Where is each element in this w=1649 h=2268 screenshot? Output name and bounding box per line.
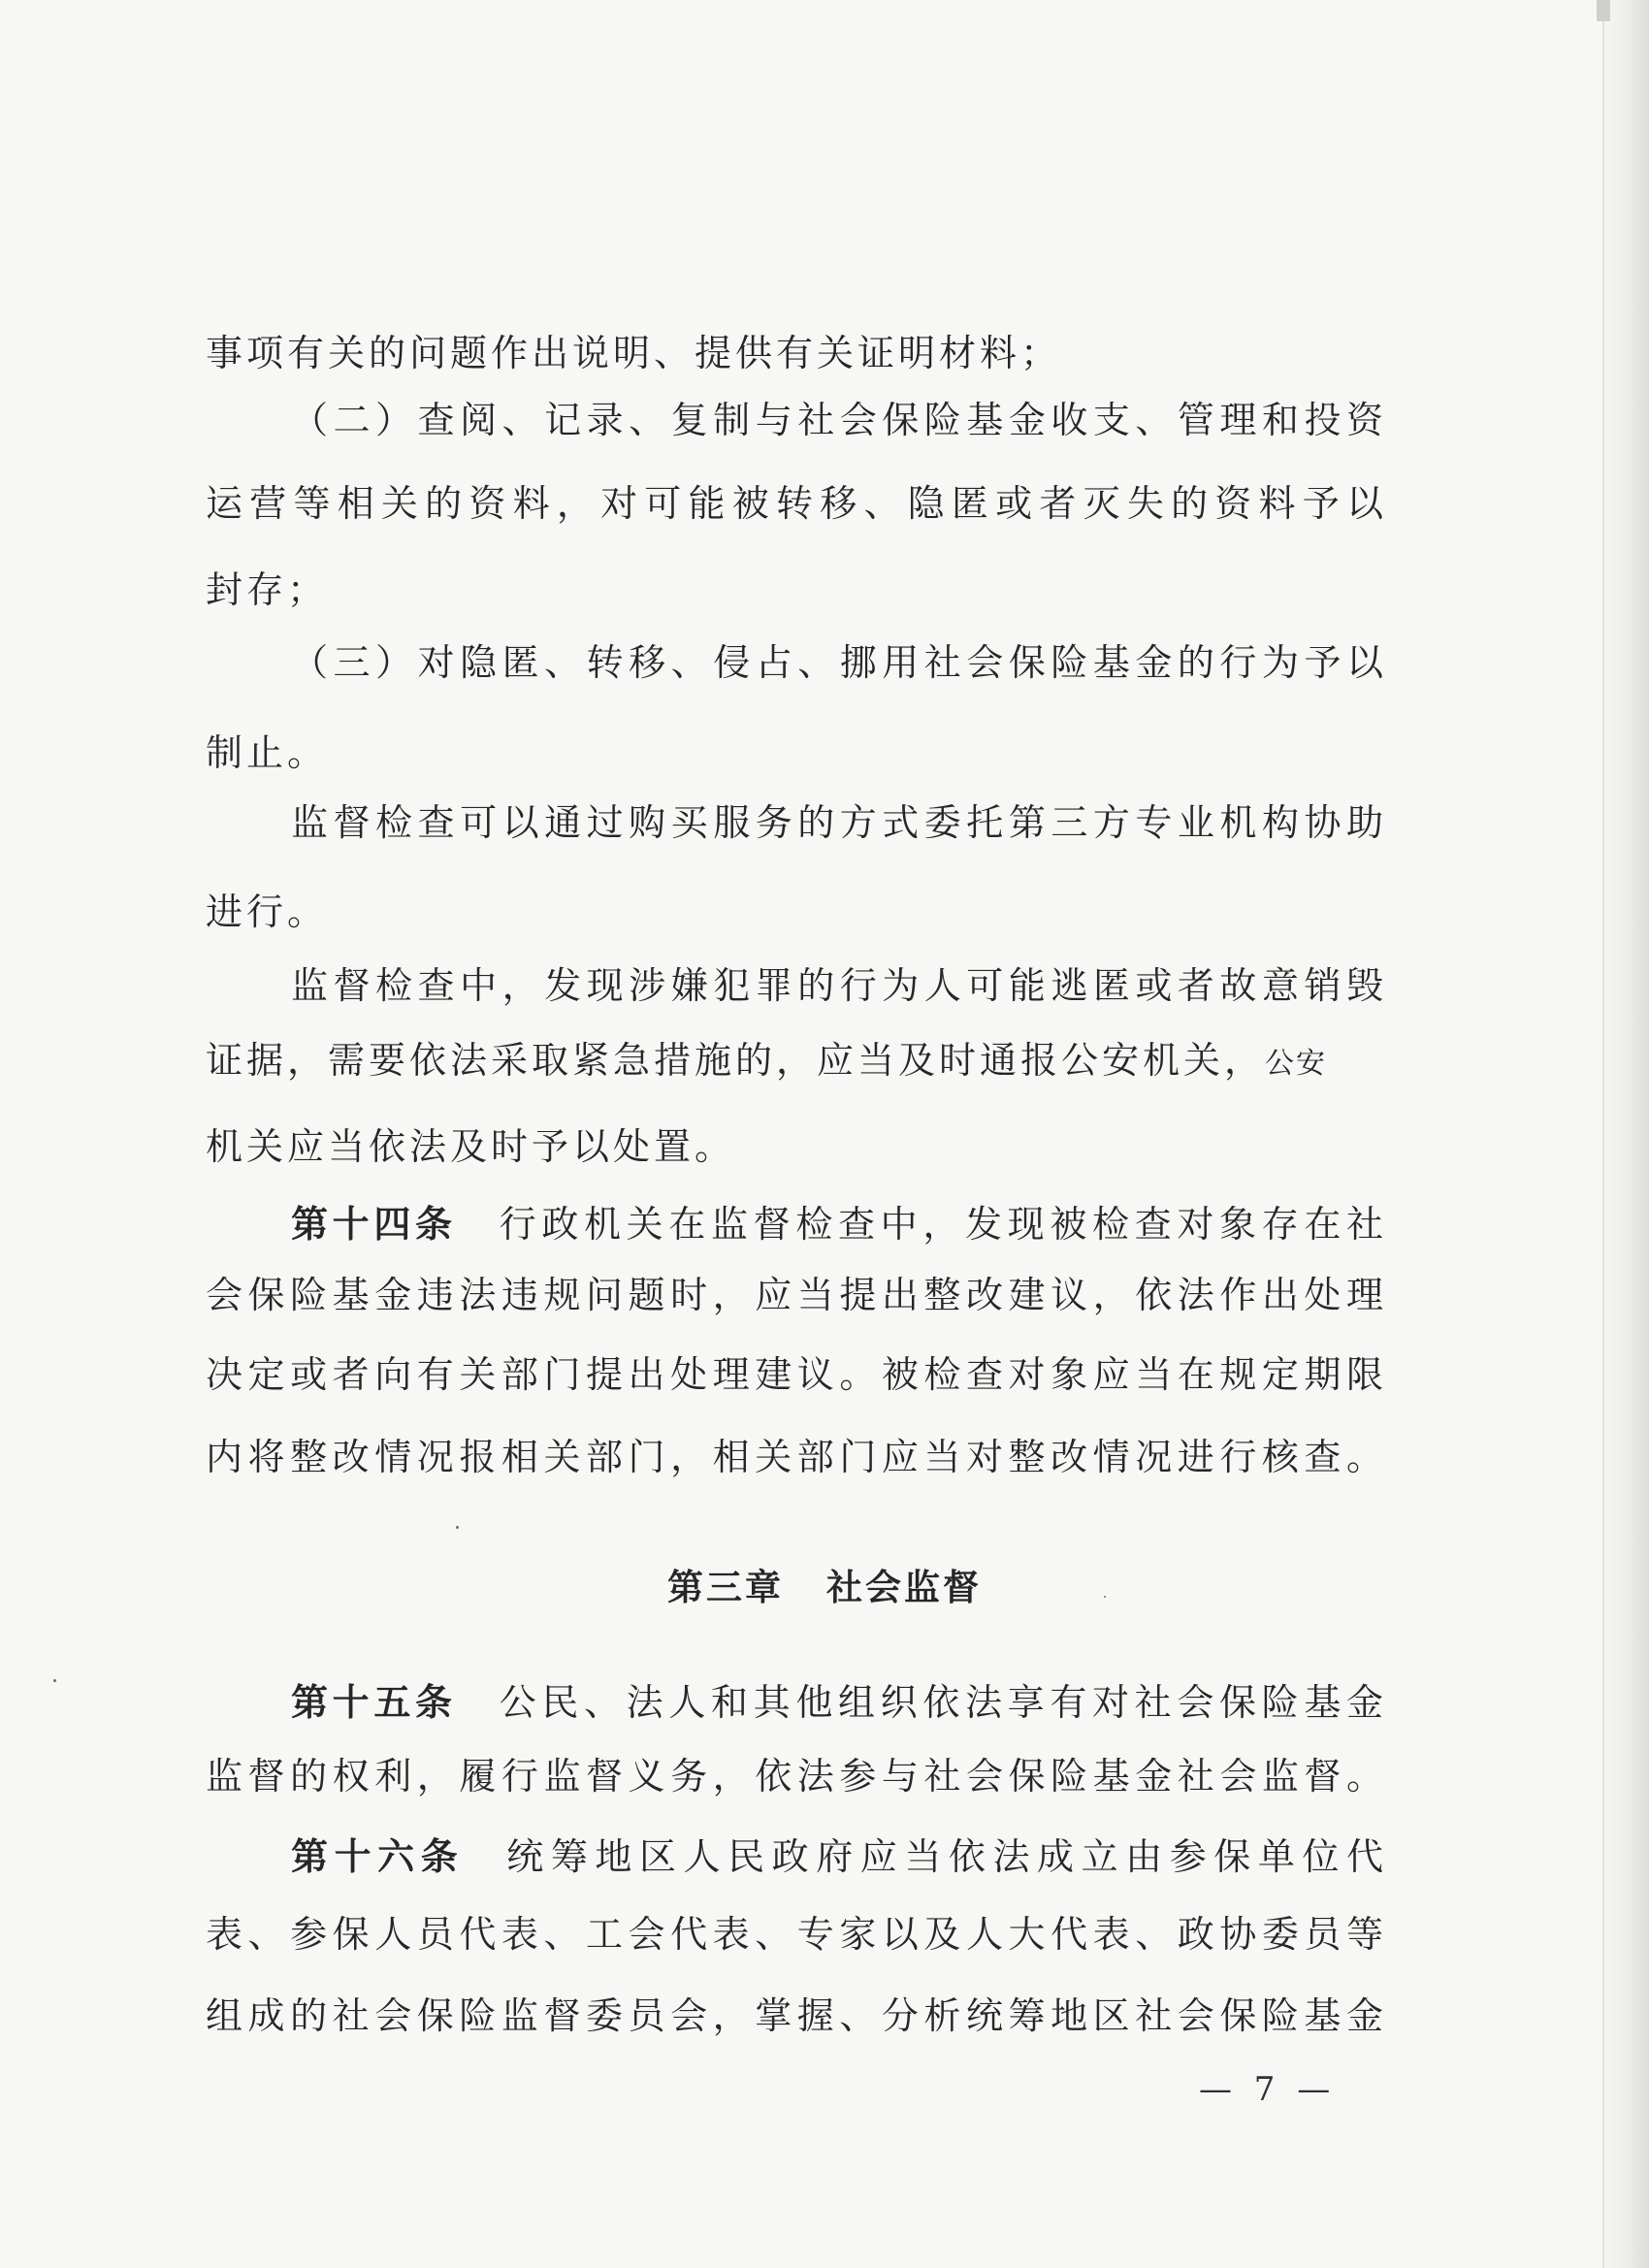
article-15-line — [291, 1681, 1387, 1724]
page-number: — 7 — — [1199, 2070, 1337, 2109]
text-line: 会保险基金违法违规问题时，应当提出整改建议，依法作出处理 — [206, 1274, 1387, 1316]
article-text: 行政机关在监督检查中，发现被检查对象存在社 — [499, 1203, 1387, 1246]
text-line: 进行。 — [206, 891, 329, 933]
text-line: （二）查阅、记录、复制与社会保险基金收支、管理和投资 — [291, 399, 1387, 441]
chapter-title: 社会监督 — [826, 1567, 982, 1608]
article-14-line — [291, 1203, 1387, 1246]
text-line: 决定或者向有关部门提出处理建议。被检查对象应当在规定期限 — [206, 1353, 1387, 1396]
text-line: （三）对隐匿、转移、侵占、挪用社会保险基金的行为予以 — [291, 641, 1387, 684]
text-line: 封存； — [206, 568, 329, 611]
text-line: 事项有关的问题作出说明、提供有关证明材料； — [206, 332, 1062, 374]
chapter-heading — [0, 1558, 1649, 1610]
text-line — [206, 1039, 1387, 1082]
text-line: 监督检查可以通过购买服务的方式委托第三方专业机构协助 — [291, 801, 1387, 844]
text-line: 内将整改情况报相关部门，相关部门应当对整改情况进行核查。 — [206, 1436, 1387, 1478]
article-text: 公民、法人和其他组织依法享有对社会保险基金 — [499, 1681, 1387, 1724]
scan-speck — [456, 1526, 459, 1529]
scan-page-edge — [1604, 0, 1649, 2268]
article-label: 第十四条 — [291, 1203, 457, 1246]
scan-edge-line — [1602, 0, 1604, 2268]
text-line: 制止。 — [206, 731, 329, 774]
article-text: 统筹地区人民政府应当依法成立由参保单位代 — [506, 1835, 1387, 1878]
text-line: 组成的社会保险监督委员会，掌握、分析统筹地区社会保险基金 — [206, 1994, 1387, 2037]
scan-top-mark — [1597, 0, 1610, 21]
article-16-line — [291, 1835, 1387, 1878]
text-line: 监督检查中，发现涉嫌犯罪的行为人可能逃匿或者故意销毁 — [291, 964, 1387, 1007]
text-line: 表、参保人员代表、工会代表、专家以及人大代表、政协委员等 — [206, 1913, 1387, 1956]
chapter-number: 第三章 — [667, 1567, 784, 1608]
text-segment: 证据，需要依法采取紧急措施的，应当及时通报公安机关， — [206, 1039, 1266, 1082]
handwritten-insertion: 公安 — [1265, 1047, 1328, 1081]
article-label: 第十五条 — [291, 1681, 457, 1724]
text-line: 运营等相关的资料，对可能被转移、隐匿或者灭失的资料予以 — [206, 482, 1387, 525]
scan-speck — [1104, 1596, 1106, 1598]
text-line: 机关应当依法及时予以处置。 — [206, 1125, 736, 1168]
scan-speck — [53, 1679, 56, 1682]
article-label: 第十六条 — [291, 1835, 465, 1878]
text-line: 监督的权利，履行监督义务，依法参与社会保险基金社会监督。 — [206, 1755, 1387, 1798]
